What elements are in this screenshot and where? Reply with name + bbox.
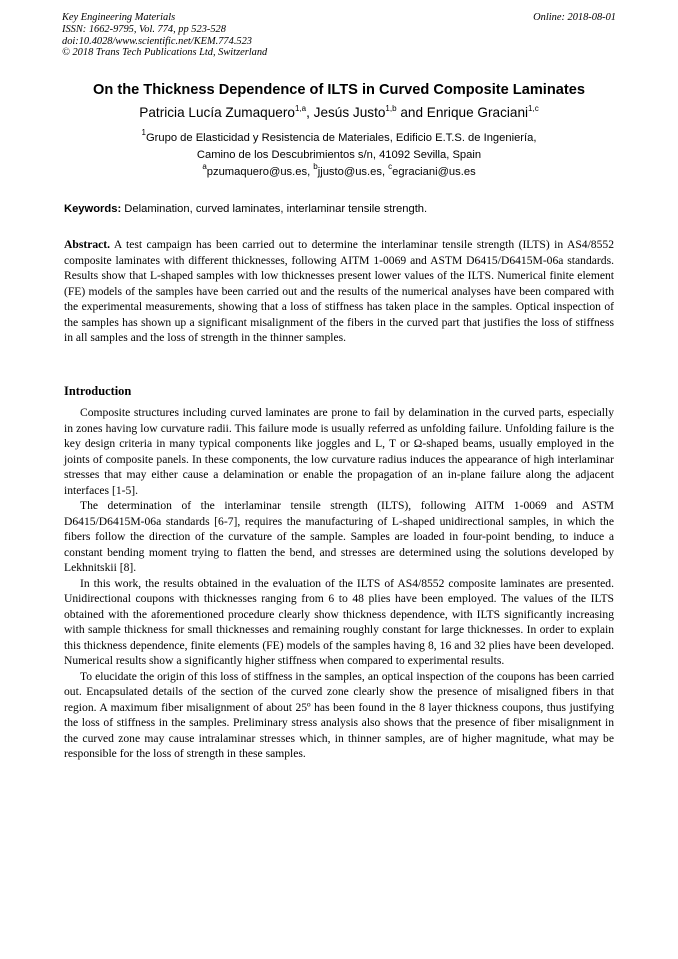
affiliation-line-1: $^1$Grupo de Elasticidad y Resistencia de Materiales, Edificio E.T.S. de Ingeniería, [141, 128, 537, 144]
doi-line: doi:10.4028/www.scientific.net/KEM.774.523 [62, 35, 252, 47]
publication-info [62, 12, 267, 59]
abstract [64, 237, 614, 346]
paragraph: To elucidate the origin of this loss of stiffness in the samples, an optical inspection of the coupons has been carried out. Encapsulated details of the section of the curved zone clearly show the presence of misaligned fibers in that region. A maximum fiber misalignment of about 25º has been found in the 8 layer thickness coupons, thus justifying the loss of stiffness in the samples. Preliminary stress analysis also shows that the presence of fiber misalignment in the curved zone may cause intralaminar stresses which, in thinner samples, are of higher magnitude, what may be responsible for the loss of strength in these samples. [64, 669, 614, 760]
online-date: Online: 2018-08-01 [533, 12, 616, 23]
introduction-body [64, 405, 614, 762]
keywords [64, 203, 614, 215]
email-mark: a [202, 162, 207, 171]
affiliation [30, 130, 648, 164]
paragraph: The determination of the interlaminar tensile strength (ILTS), following AITM 1-0069 and ASTM D6415/D6415M-06a standards [6-7], requires the manufacturing of L-shaped unidirectional samples, in which the fibers follow the direction of the curvature of the sample. Samples are loaded in four-point bending, to induce a constant bending moment trying to flatten the bend, and stresses are determined using the solutions developed by Lekhnitskii [8]. [64, 499, 614, 574]
keywords-text: Delamination, curved laminates, interlaminar tensile strength. [121, 203, 428, 215]
paragraph: Composite structures including curved laminates are prone to fail by delamination in the curved parts, especially in zones having low curvature radii. This failure mode is usually referred as unfolding failure. Unfolding failure is the key design criteria in many typical components like joggles and L, T or Ω-shaped beams, usually employed in the joints of composite panels. In these components, the low curvature radius induces the appearance of high interlaminar stresses that may either cause a delamination or enable the propagation of an in-plane failure along the adjacent interfaces [1-5]. [64, 406, 614, 497]
email-link[interactable]: jjusto@us.es [317, 166, 382, 178]
affiliation-mark: 1 [141, 128, 146, 137]
author-name: Jesús Justo [313, 105, 386, 120]
author-name: Enrique Graciani [426, 105, 529, 120]
email-link[interactable]: egraciani@us.es [392, 166, 476, 178]
journal-name: Key Engineering Materials [62, 12, 176, 23]
email-link[interactable]: pzumaquero@us.es [206, 166, 308, 178]
email-mark: b [313, 162, 318, 171]
abstract-text: A test campaign has been carried out to determine the interlaminar tensile strength (ILTS) in AS4/8552 composite laminates with different thicknesses, following AITM 1-0069 and ASTM D6415/D6415M-06a standards. Results show that L-shaped samples with low thicknesses present lower values of the ILTS. Numerical finite element (FE) models of the samples have been carried out and the results of the numerical analyses have been compared with the experimental measurements, showing that a loss of stiffness has taken place in the samples. Optical inspection of the samples has shown up a significant misalignment of the fibers in the curved part that justifies the loss of stiffness in all samples and the loss of strength in the thinner samples. [64, 238, 614, 344]
author-and: and [396, 105, 427, 120]
email-mark: c [388, 162, 393, 171]
introduction-heading: Introduction [64, 384, 132, 398]
author-affiliation-mark: 1,a [294, 104, 307, 113]
affiliation-line-2: Camino de los Descubrimientos s/n, 41092 Sevilla, Spain [196, 149, 482, 161]
paragraph: In this work, the results obtained in the evaluation of the ILTS of AS4/8552 composite laminates are presented. Unidirectional coupons with thicknesses ranging from 6 to 48 plies have been employed. The values of the ILTS obtained with the aforementioned procedure clearly show thickness dependence, with ILTS significantly increasing with sample thickness for small thicknesses and remaining roughly constant for large thicknesses. In order to explain this thickness dependence, finite elements (FE) models of the samples having 8, 16 and 32 plies have been developed. Numerical results show a significantly higher stiffness when compared to experimental results. [64, 576, 614, 667]
keywords-label: Keywords: [64, 203, 122, 215]
author-emails: $^a$pzumaquero@us.es, $^b$jjusto@us.es, $^c$egraciani@us.es [202, 162, 476, 178]
author-separator: , [306, 105, 314, 120]
author-affiliation-mark: 1,b [385, 104, 397, 113]
abstract-label: Abstract. [64, 238, 111, 251]
issn-line: ISSN: 1662-9795, Vol. 774, pp 523-528 [62, 23, 226, 35]
author-name: Patricia Lucía Zumaquero [139, 105, 295, 120]
author-affiliation-mark: 1,c [528, 104, 539, 113]
copyright-line: © 2018 Trans Tech Publications Ltd, Switzerland [62, 47, 268, 59]
author-list [20, 105, 658, 120]
paper-title: On the Thickness Dependence of ILTS in Curved Composite Laminates [93, 82, 585, 98]
